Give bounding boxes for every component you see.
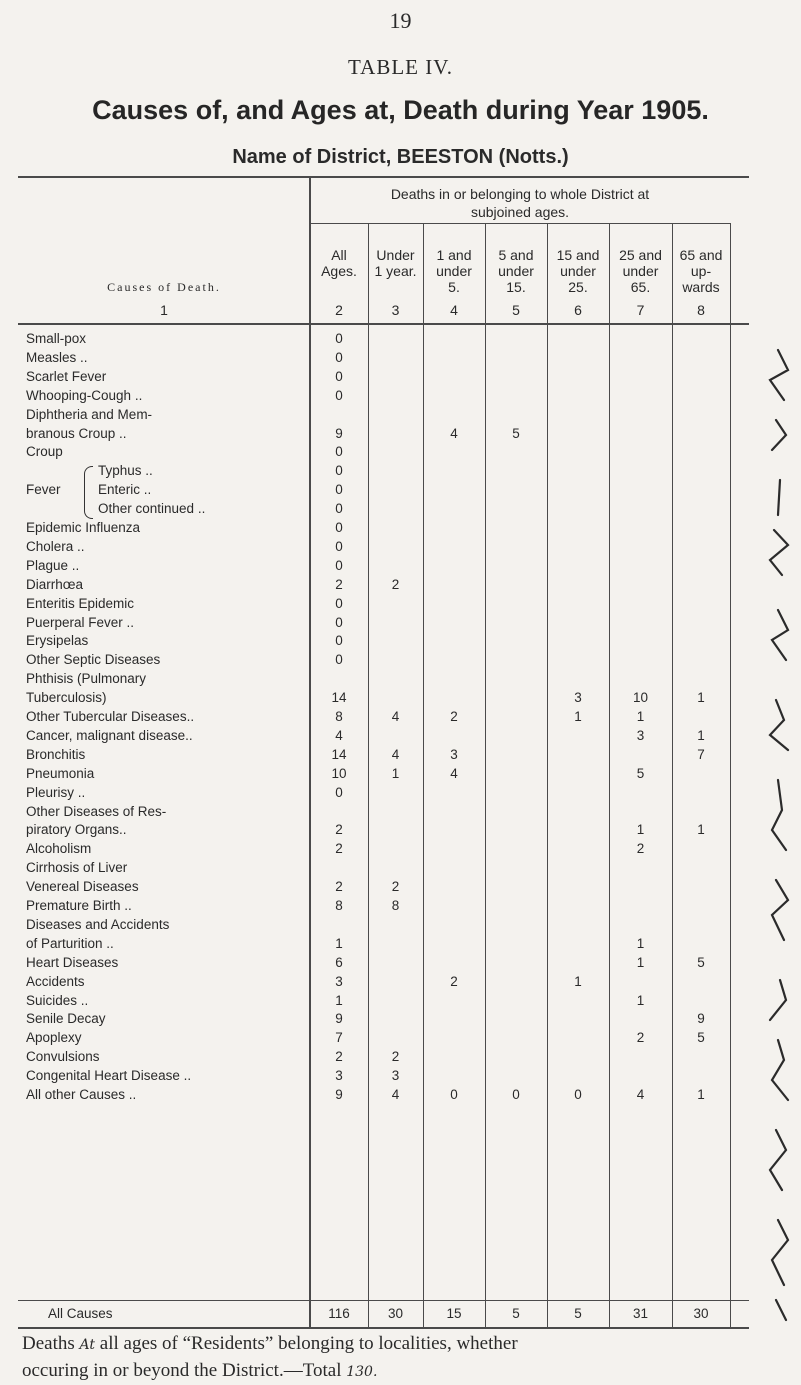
cell-value: 3 bbox=[450, 746, 458, 762]
cell-value: 0 bbox=[574, 1087, 582, 1102]
column-rule bbox=[547, 223, 548, 1329]
cause-label: Other Septic Diseases bbox=[26, 652, 161, 668]
column-header-num: 4 bbox=[450, 302, 458, 318]
column-header-l3: 65. bbox=[630, 279, 651, 295]
total-value: 5 bbox=[512, 1306, 520, 1321]
cause-label: Other continued .. bbox=[98, 501, 206, 517]
cause-label: Cholera .. bbox=[26, 538, 85, 554]
cause-label: Cirrhosis of Liver bbox=[26, 860, 128, 876]
cell-value: 1 bbox=[636, 822, 645, 838]
page-title: Causes of, and Ages at, Death during Year 1905. bbox=[92, 95, 709, 125]
cause-label: Typhus .. bbox=[98, 463, 153, 479]
totals-label: All Causes bbox=[48, 1306, 113, 1321]
cell-value: 0 bbox=[335, 331, 343, 346]
cell-value: 4 bbox=[391, 1087, 400, 1102]
cell-value: 3 bbox=[335, 1068, 343, 1084]
cell-value: 4 bbox=[636, 1087, 645, 1102]
table-label: TABLE IV. bbox=[348, 55, 453, 79]
causes-of-death-table bbox=[18, 176, 749, 1329]
cell-value: 0 bbox=[335, 444, 343, 460]
cell-value: 3 bbox=[574, 690, 582, 706]
cause-label: Bronchitis bbox=[26, 746, 86, 762]
cell-value: 1 bbox=[574, 973, 582, 989]
cell-value: 0 bbox=[335, 463, 343, 479]
cell-value: 2 bbox=[335, 1049, 343, 1065]
cause-label: Croup bbox=[26, 444, 63, 460]
column-header-l3: 25. bbox=[568, 279, 588, 295]
column-header-l1: All bbox=[331, 247, 347, 263]
cell-value: 0 bbox=[335, 368, 343, 384]
column-header-l1: Under bbox=[376, 247, 415, 263]
total-value: 5 bbox=[574, 1306, 582, 1321]
cell-value: 2 bbox=[450, 973, 458, 989]
cell-value: 8 bbox=[391, 898, 400, 913]
column-header-l2: under bbox=[622, 263, 659, 279]
cell-value: 4 bbox=[450, 765, 458, 781]
column-header-l2: under bbox=[560, 263, 596, 279]
cell-value: 8 bbox=[335, 709, 343, 724]
cell-value: 0 bbox=[335, 387, 343, 403]
cell-value: 1 bbox=[574, 709, 582, 724]
cell-value: 5 bbox=[697, 1030, 705, 1046]
cause-label: Erysipelas bbox=[26, 633, 89, 649]
cell-value: 1 bbox=[636, 935, 645, 951]
header-group-label: Deaths in or belonging to whole District at bbox=[390, 186, 650, 202]
cause-label: Venereal Diseases bbox=[26, 879, 139, 895]
total-value: 31 bbox=[632, 1306, 649, 1321]
column-header-l1: 5 and bbox=[498, 247, 534, 263]
cell-value: 10 bbox=[632, 690, 649, 706]
total-value: 116 bbox=[328, 1306, 350, 1321]
cause-label: Scarlet Fever bbox=[26, 368, 107, 384]
column-header-num: 8 bbox=[697, 302, 705, 318]
cell-value: 4 bbox=[450, 425, 458, 441]
cell-value: 3 bbox=[636, 727, 645, 743]
cell-value: 0 bbox=[335, 482, 343, 498]
column-header-l3: 5. bbox=[448, 279, 460, 295]
column-header-num: 3 bbox=[391, 302, 400, 318]
cause-label: Suicides .. bbox=[26, 992, 89, 1008]
cause-column-number: 1 bbox=[160, 302, 168, 318]
cell-value: 1 bbox=[697, 1087, 705, 1102]
cell-value: 2 bbox=[335, 822, 343, 838]
cause-label: of Parturition .. bbox=[26, 935, 114, 951]
cell-value: 1 bbox=[636, 992, 645, 1008]
cell-value: 9 bbox=[335, 1011, 343, 1027]
cause-label: piratory Organs.. bbox=[26, 822, 127, 838]
cell-value: 7 bbox=[335, 1030, 343, 1046]
cause-column-rule bbox=[309, 176, 311, 1329]
cell-value: 2 bbox=[391, 576, 400, 592]
footer-note bbox=[22, 1331, 792, 1385]
table-top-rule bbox=[18, 176, 749, 178]
column-rule bbox=[423, 223, 424, 1329]
handwritten-annotation: At bbox=[79, 1337, 96, 1353]
cause-label: Alcoholism bbox=[26, 841, 92, 857]
column-rule bbox=[609, 223, 610, 1329]
cause-label: Senile Decay bbox=[26, 1011, 106, 1027]
cell-value: 2 bbox=[391, 1049, 400, 1065]
cell-value: 2 bbox=[450, 709, 458, 724]
cause-label: Epidemic Influenza bbox=[26, 520, 141, 535]
cell-value: 2 bbox=[335, 841, 343, 857]
cause-label: All other Causes .. bbox=[26, 1087, 137, 1102]
column-header-num: 6 bbox=[574, 302, 582, 318]
cell-value: 4 bbox=[391, 746, 400, 762]
cell-value: 1 bbox=[636, 954, 645, 970]
cause-label: Diseases and Accidents bbox=[26, 916, 170, 932]
total-value: 30 bbox=[693, 1306, 709, 1321]
cell-value: 1 bbox=[335, 935, 343, 951]
column-header-l2: Ages. bbox=[321, 263, 357, 279]
cell-value: 0 bbox=[512, 1087, 520, 1102]
cell-value: 2 bbox=[335, 576, 343, 592]
cause-label: Accidents bbox=[26, 973, 85, 989]
cell-value: 0 bbox=[335, 633, 343, 649]
cell-value: 1 bbox=[697, 822, 705, 838]
cause-label: Convulsions bbox=[26, 1049, 100, 1065]
column-header-l2: under bbox=[436, 263, 472, 279]
cell-value: 0 bbox=[450, 1087, 458, 1102]
cell-value: 4 bbox=[391, 709, 400, 724]
column-rule bbox=[672, 223, 673, 1329]
cause-label: Enteric .. bbox=[98, 482, 152, 498]
totals-top-rule bbox=[18, 1300, 749, 1301]
district-name: Name of District, BEESTON (Notts.) bbox=[232, 146, 569, 168]
cell-value: 9 bbox=[335, 425, 343, 441]
cell-value: 7 bbox=[697, 746, 705, 762]
cell-value: 0 bbox=[335, 538, 343, 554]
cell-value: 14 bbox=[331, 746, 347, 762]
handwritten-total: 130. bbox=[346, 1364, 378, 1380]
header-group-label-2: subjoined ages. bbox=[470, 204, 570, 220]
total-value: 30 bbox=[387, 1306, 404, 1321]
cell-value: 10 bbox=[331, 765, 347, 781]
column-header-l3: 15. bbox=[506, 279, 526, 295]
column-header-num: 5 bbox=[512, 302, 520, 318]
column-rule bbox=[368, 223, 369, 1329]
cell-value: 6 bbox=[335, 954, 343, 970]
cell-value: 2 bbox=[335, 879, 343, 895]
cell-value: 0 bbox=[335, 595, 343, 611]
fever-group-label: Fever bbox=[26, 482, 61, 498]
column-header-l2: under bbox=[498, 263, 534, 279]
cell-value: 0 bbox=[335, 784, 343, 800]
cause-column-header: Causes of Death. bbox=[107, 280, 221, 294]
cause-label: Measles .. bbox=[26, 349, 88, 365]
group-header-rule bbox=[310, 223, 730, 224]
cell-value: 3 bbox=[391, 1068, 400, 1084]
footer-text-2: all ages of “Residents” belonging to localities, whether bbox=[99, 1333, 518, 1354]
column-header-l2: 1 year. bbox=[374, 263, 417, 279]
cell-value: 8 bbox=[335, 898, 343, 913]
cell-value: 0 bbox=[335, 520, 343, 535]
cell-value: 1 bbox=[636, 709, 645, 724]
cause-label: Cancer, malignant disease.. bbox=[26, 727, 193, 743]
cell-value: 14 bbox=[331, 690, 347, 706]
cell-value: 0 bbox=[335, 652, 343, 668]
cause-label: Diphtheria and Mem- bbox=[26, 406, 153, 422]
cause-label: Plague .. bbox=[26, 557, 80, 573]
cause-label: Phthisis (Pulmonary bbox=[26, 671, 147, 687]
cell-value: 1 bbox=[391, 765, 400, 781]
cause-label: Pneumonia bbox=[26, 765, 95, 781]
cell-value: 9 bbox=[335, 1087, 343, 1102]
column-rule bbox=[485, 223, 486, 1329]
cell-value: 9 bbox=[697, 1011, 705, 1027]
cause-label: Premature Birth .. bbox=[26, 898, 132, 913]
column-header-num: 7 bbox=[636, 302, 645, 318]
cell-value: 0 bbox=[335, 557, 343, 573]
footer-text-1: Deaths bbox=[22, 1333, 75, 1354]
footer-text-3: occuring in or beyond the District.—Total bbox=[22, 1360, 342, 1381]
cell-value: 4 bbox=[335, 727, 343, 743]
column-header-l1: 25 and bbox=[619, 247, 662, 263]
total-value: 15 bbox=[446, 1306, 462, 1321]
cause-label: Tuberculosis) bbox=[26, 690, 107, 706]
cause-label: Pleurisy .. bbox=[26, 784, 86, 800]
table-bottom-rule bbox=[18, 1327, 749, 1329]
column-header-l1: 15 and bbox=[556, 247, 600, 263]
cause-label: Small-pox bbox=[26, 331, 87, 346]
cause-label: branous Croup .. bbox=[26, 425, 127, 441]
cell-value: 5 bbox=[697, 954, 705, 970]
cause-label: Whooping-Cough .. bbox=[26, 387, 143, 403]
cause-label: Other Diseases of Res- bbox=[26, 803, 167, 819]
cell-value: 5 bbox=[512, 425, 520, 441]
column-header-l1: 65 and bbox=[679, 247, 723, 263]
cell-value: 0 bbox=[335, 501, 343, 517]
cell-value: 1 bbox=[335, 992, 343, 1008]
cause-label: Enteritis Epidemic bbox=[26, 595, 135, 611]
cell-value: 0 bbox=[335, 349, 343, 365]
cell-value: 3 bbox=[335, 973, 343, 989]
margin-handwriting bbox=[758, 340, 798, 1330]
cell-value: 2 bbox=[636, 841, 645, 857]
column-header-l3: wards bbox=[682, 279, 720, 295]
cause-label: Other Tubercular Diseases.. bbox=[26, 709, 195, 724]
cause-label: Apoplexy bbox=[26, 1030, 82, 1046]
cause-label: Diarrhœa bbox=[26, 576, 84, 592]
cause-label: Heart Diseases bbox=[26, 954, 119, 970]
cause-label: Congenital Heart Disease .. bbox=[26, 1068, 192, 1084]
column-header-l1: 1 and bbox=[436, 247, 472, 263]
cell-value: 1 bbox=[697, 690, 705, 706]
cell-value: 2 bbox=[391, 879, 400, 895]
cell-value: 5 bbox=[636, 765, 645, 781]
right-column-rule bbox=[730, 223, 731, 1329]
cell-value: 0 bbox=[335, 614, 343, 630]
cause-label: Puerperal Fever .. bbox=[26, 614, 135, 630]
column-header-l2: up- bbox=[690, 263, 712, 279]
cell-value: 2 bbox=[636, 1030, 645, 1046]
header-bottom-rule bbox=[18, 323, 749, 325]
cell-value: 1 bbox=[697, 727, 705, 743]
page-number: 19 bbox=[389, 8, 412, 33]
column-header-num: 2 bbox=[335, 302, 343, 318]
fever-brace bbox=[84, 466, 93, 519]
